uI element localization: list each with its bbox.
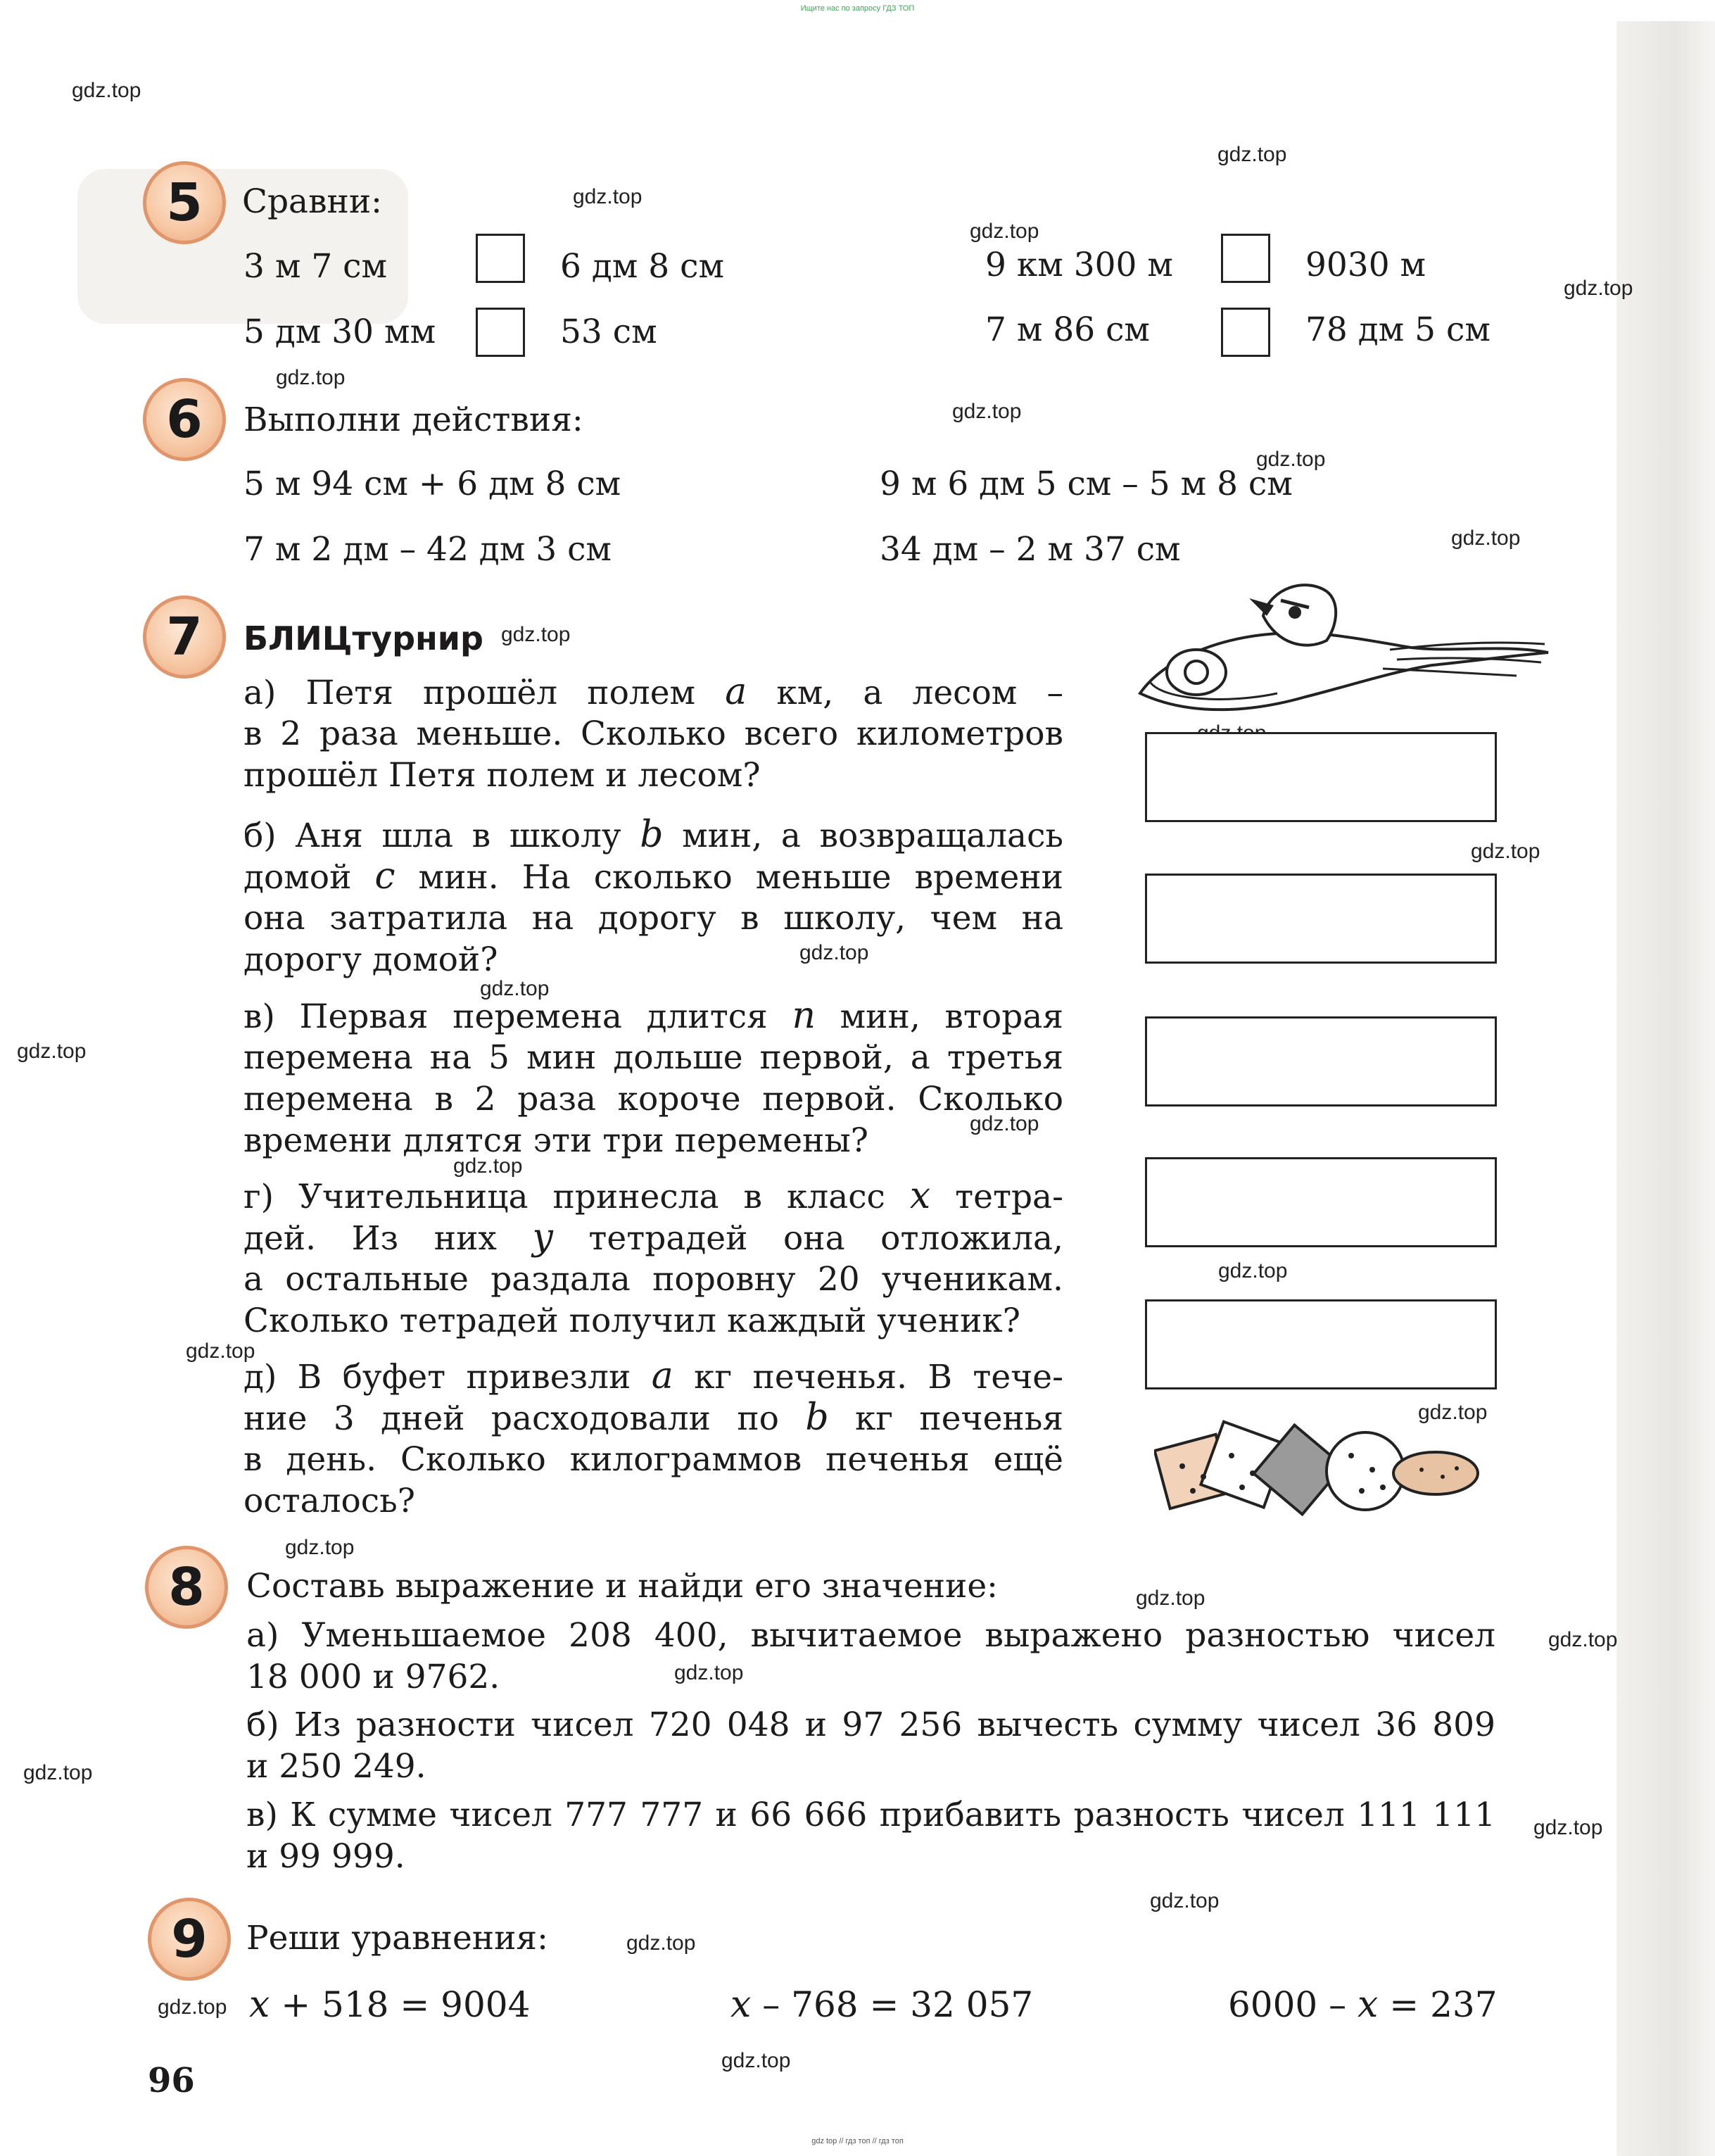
watermark: gdz.top xyxy=(626,1931,696,1955)
watermark: gdz.top xyxy=(158,1996,227,2019)
task-5-right-expr: 6 дм 8 см xyxy=(560,247,725,286)
task-5-badge: 5 xyxy=(143,161,226,244)
task-6-badge: 6 xyxy=(143,378,226,461)
task-7-title: БЛИЦтурнир xyxy=(243,619,483,657)
text: в) Первая перемена длится xyxy=(243,997,768,1036)
page-edge-shadow xyxy=(1616,21,1715,2156)
text: домой xyxy=(243,858,352,897)
task-6-item: 5 м 94 см + 6 дм 8 см xyxy=(243,465,621,503)
text: мин. На сколько меньше времени xyxy=(418,858,1063,897)
watermark: gdz.top xyxy=(1136,1587,1205,1610)
text: и 99 999. xyxy=(246,1837,405,1876)
text: тетра- xyxy=(955,1178,1063,1216)
watermark: gdz.top xyxy=(1451,527,1521,550)
watermark: gdz.top xyxy=(970,1112,1039,1135)
task-5-title: Сравни: xyxy=(242,182,383,221)
variable: a xyxy=(651,1355,673,1397)
text: в) К сумме чисел 777 777 и 66 666 прибавить разность чисел 111 111 xyxy=(246,1796,1495,1834)
text: 6000 – xyxy=(1228,1984,1347,2025)
text: а) Петя прошёл полем xyxy=(243,674,696,712)
crow-illustration xyxy=(1137,574,1552,725)
watermark: gdz.top xyxy=(1418,1401,1488,1424)
variable: n xyxy=(792,995,816,1037)
watermark: gdz.top xyxy=(285,1536,355,1559)
task-8a xyxy=(246,1615,1495,1698)
text: в 2 раза меньше. Сколько всего километров xyxy=(243,714,1063,753)
text: ние 3 дней расходовали по xyxy=(243,1399,779,1438)
answer-box[interactable] xyxy=(1145,1157,1497,1247)
top-note: Ищите нас по запросу ГДЗ ТОП xyxy=(800,4,915,13)
text: в день. Сколько килограммов печенья ещё xyxy=(243,1440,1063,1479)
answer-box[interactable] xyxy=(1145,1299,1497,1389)
task-8-title: Составь выражение и найди его значение: xyxy=(246,1567,999,1606)
variable: b xyxy=(640,814,664,856)
text: дорогу домой? xyxy=(243,940,498,979)
variable: b xyxy=(805,1397,829,1439)
text: а) Уменьшаемое 208 400, вычитаемое выражено разностью чисел xyxy=(246,1616,1495,1655)
watermark: gdz.top xyxy=(1256,448,1326,471)
text: времени длятся эти три перемены? xyxy=(243,1121,868,1160)
text: тетрадей она отложила, xyxy=(588,1219,1063,1258)
text: кг печенья xyxy=(855,1399,1063,1438)
task-7b xyxy=(243,814,1063,981)
task-5-right-expr: 9030 м xyxy=(1305,246,1426,284)
task-5-right-expr: 78 дм 5 см xyxy=(1305,310,1491,349)
watermark: gdz.top xyxy=(1471,840,1540,863)
text: а остальные раздала поровну 20 ученикам. xyxy=(243,1260,1063,1299)
text: она затратила на дорогу в школу, чем на xyxy=(243,899,1063,938)
watermark: gdz.top xyxy=(721,2049,791,2072)
answer-box[interactable] xyxy=(1145,1016,1497,1107)
text: прошёл Петя полем и лесом? xyxy=(243,756,761,795)
text: перемена в 2 раза короче первой. Сколько xyxy=(243,1080,1063,1118)
task-7d xyxy=(243,1356,1063,1522)
equation-2 xyxy=(730,1984,1034,2026)
task-5-right-expr: 53 см xyxy=(560,313,657,351)
text: км, а лесом – xyxy=(776,674,1063,712)
text: 18 000 и 9762. xyxy=(246,1658,500,1696)
text: д) В буфет привезли xyxy=(243,1358,631,1397)
text: перемена на 5 мин дольше первой, а третья xyxy=(243,1038,1063,1077)
watermark: gdz.top xyxy=(1564,277,1633,300)
task-6-item: 9 м 6 дм 5 см – 5 м 8 см xyxy=(880,465,1293,503)
text: мин, вторая xyxy=(840,997,1063,1036)
watermark: gdz.top xyxy=(1217,143,1287,166)
variable: x xyxy=(730,1984,752,2026)
compare-box[interactable] xyxy=(1221,308,1270,357)
text: + 518 = 9004 xyxy=(281,1984,531,2025)
text: б) Из разности чисел 720 048 и 97 256 вычесть сумму чисел 36 809 xyxy=(246,1706,1495,1744)
cookies-illustration xyxy=(1154,1406,1485,1526)
text: мин, а возвращалась xyxy=(682,817,1063,855)
watermark: gdz.top xyxy=(970,220,1039,243)
task-8b xyxy=(246,1704,1495,1787)
text: кг печенья. В тече- xyxy=(694,1358,1063,1397)
task-5-left-expr: 5 дм 30 мм xyxy=(243,313,436,351)
task-6-item: 34 дм – 2 м 37 см xyxy=(880,530,1181,569)
watermark: gdz.top xyxy=(674,1661,744,1684)
text: = 237 xyxy=(1389,1984,1498,2025)
watermark: gdz.top xyxy=(17,1040,87,1063)
variable: a xyxy=(725,671,747,713)
watermark: gdz.top xyxy=(1548,1628,1618,1651)
text: Сколько тетрадей получил каждый ученик? xyxy=(243,1301,1020,1340)
page-number: 96 xyxy=(148,2061,195,2100)
answer-box[interactable] xyxy=(1145,732,1497,822)
text: б) Аня шла в школу xyxy=(243,817,621,855)
watermark: gdz.top xyxy=(23,1761,93,1784)
task-7-badge: 7 xyxy=(143,595,226,679)
task-8-badge: 8 xyxy=(145,1546,228,1629)
text: – 768 = 32 057 xyxy=(762,1984,1034,2025)
bottom-note: gdz top // гдз топ // гдз топ xyxy=(811,2137,904,2145)
watermark: gdz.top xyxy=(1533,1816,1603,1839)
watermark: gdz.top xyxy=(501,623,571,646)
variable: x xyxy=(249,1984,270,2026)
watermark: gdz.top xyxy=(1150,1889,1220,1912)
compare-box[interactable] xyxy=(476,308,525,357)
compare-box[interactable] xyxy=(476,234,525,283)
watermark: gdz.top xyxy=(186,1339,255,1363)
watermark: gdz.top xyxy=(799,941,869,964)
task-6-item: 7 м 2 дм – 42 дм 3 см xyxy=(243,530,612,569)
text: и 250 249. xyxy=(246,1747,426,1786)
watermark: gdz.top xyxy=(952,400,1022,423)
task-7a xyxy=(243,672,1063,796)
equation-3 xyxy=(1228,1984,1498,2026)
variable: y xyxy=(532,1216,553,1259)
answer-box[interactable] xyxy=(1145,874,1497,964)
task-6-title: Выполни действия: xyxy=(243,401,583,439)
watermark: gdz.top xyxy=(72,79,141,102)
watermark: gdz.top xyxy=(276,366,346,389)
task-5-left-expr: 7 м 86 см xyxy=(985,310,1150,349)
task-9-title: Реши уравнения: xyxy=(246,1919,548,1958)
text: г) Учительница принесла в класс xyxy=(243,1178,885,1216)
compare-box[interactable] xyxy=(1221,234,1270,283)
task-8v xyxy=(246,1794,1495,1877)
text: дей. Из них xyxy=(243,1219,497,1258)
watermark: gdz.top xyxy=(1218,1259,1288,1282)
variable: c xyxy=(374,855,395,897)
text: осталось? xyxy=(243,1482,415,1520)
watermark: gdz.top xyxy=(453,1154,523,1178)
task-7g xyxy=(243,1175,1063,1342)
variable: x xyxy=(1358,1984,1379,2026)
task-9-badge: 9 xyxy=(148,1898,231,1981)
equation-1 xyxy=(249,1984,531,2026)
watermark: gdz.top xyxy=(480,977,550,1000)
task-7v xyxy=(243,995,1063,1161)
task-5-left-expr: 3 м 7 см xyxy=(243,247,388,286)
task-5-left-expr: 9 км 300 м xyxy=(985,246,1173,284)
variable: x xyxy=(909,1175,931,1217)
watermark: gdz.top xyxy=(573,185,643,208)
